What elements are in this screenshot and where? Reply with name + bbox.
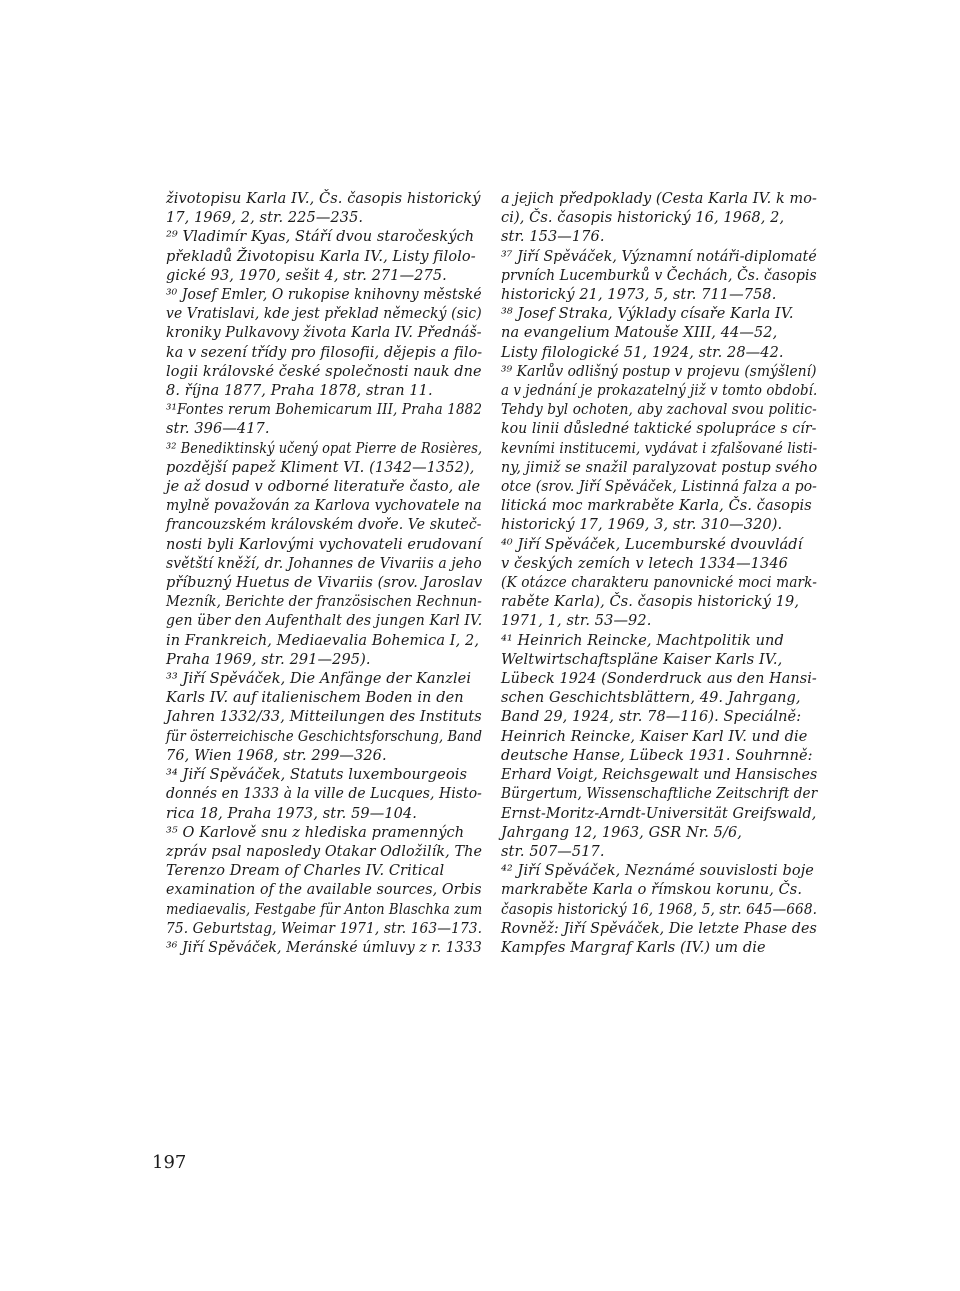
footnote-line: 76, Wien 1968, str. 299—326. bbox=[166, 747, 387, 764]
footnote-line: na evangelium Matouše XIII, 44—52, bbox=[501, 325, 778, 342]
footnote-line: mylně považován za Karlova vychovatele na bbox=[166, 498, 482, 515]
footnote-line: Karls IV. auf italienischem Boden in den bbox=[166, 690, 464, 707]
footnote-line: Listy filologické 51, 1924, str. 28—42. bbox=[501, 344, 784, 361]
footnote-line: ³¹Fontes rerum Bohemicarum III, Praha 1882 bbox=[166, 402, 483, 419]
footnote-line: Mezník, Berichte der französischen Rechnun- bbox=[166, 594, 482, 611]
footnote-line: gen über den Aufenthalt des jungen Karl IV. bbox=[166, 613, 483, 630]
footnote-line: Terenzo Dream of Charles IV. Critical bbox=[166, 863, 445, 880]
footnote-line: Ernst-Moritz-Arndt-Universität Greifswald, bbox=[501, 805, 817, 822]
footnote-line: Praha 1969, str. 291—295). bbox=[166, 651, 371, 668]
footnote-line: litická moc markraběte Karla, Čs. časopis bbox=[501, 498, 812, 515]
footnote-line: a jejich předpoklady (Cesta Karla IV. k mo- bbox=[501, 191, 817, 207]
footnote-line: Bürgertum, Wissenschaftliche Zeitschrift der bbox=[501, 786, 818, 803]
footnote-line: 17, 1969, 2, str. 225—235. bbox=[166, 210, 364, 227]
footnote-line: markraběte Karla o římskou korunu, Čs. bbox=[501, 882, 803, 899]
footnote-line: životopisu Karla IV., Čs. časopis historický bbox=[166, 191, 481, 207]
footnote-line: ⁴⁰ Jiří Spěváček, Lucemburské dvouvládí bbox=[501, 536, 803, 553]
footnote-line: deutsche Hanse, Lübeck 1931. Souhrnně: bbox=[501, 747, 813, 764]
footnote-line: (K otázce charakteru panovnické moci mark- bbox=[501, 575, 818, 592]
footnote-line: Erhard Voigt, Reichsgewalt und Hansisches bbox=[501, 767, 818, 784]
footnote-line: historický 21, 1973, 5, str. 711—758. bbox=[501, 287, 777, 304]
footnote-line: ³⁷ Jiří Spěváček, Významní notáři-diplomaté bbox=[501, 248, 817, 265]
footnote-line: Rovněž: Jiří Spěváček, Die letzte Phase des bbox=[501, 920, 817, 937]
footnote-line: světští kněží, dr. Johannes de Vivariis a jeho bbox=[166, 555, 482, 572]
footnote-line: ka v sezení třídy pro filosofii, dějepis a filo- bbox=[166, 344, 483, 361]
footnote-line: překladů Životopisu Karla IV., Listy filolo- bbox=[166, 248, 476, 265]
footnote-line: 8. října 1877, Praha 1878, stran 11. bbox=[166, 383, 433, 400]
page-number: 197 bbox=[152, 1152, 187, 1173]
footnote-line: historický 17, 1969, 3, str. 310—320). bbox=[501, 517, 783, 534]
footnote-line: Lübeck 1924 (Sonderdruck aus den Hansi- bbox=[501, 671, 817, 688]
footnote-line: str. 396—417. bbox=[166, 421, 270, 438]
footnote-line: francouzském královském dvoře. Ve skuteč- bbox=[166, 517, 482, 534]
footnote-line: Jahrgang 12, 1963, GSR Nr. 5/6, bbox=[501, 824, 743, 841]
footnote-line: donnés en 1333 à la ville de Lucques, Histo- bbox=[166, 786, 482, 803]
footnote-line: ³⁹ Karlův odlišný postup v projevu (smýšlení) bbox=[501, 363, 817, 380]
footnote-line: gické 93, 1970, sešit 4, str. 271—275. bbox=[166, 267, 447, 284]
footnote-line: raběte Karla), Čs. časopis historický 19, bbox=[501, 594, 800, 611]
footnote-line: schen Geschichtsblättern, 49. Jahrgang, bbox=[501, 690, 801, 707]
footnote-line: ³⁰ Josef Emler, O rukopise knihovny městské bbox=[166, 287, 482, 304]
footnote-line: v českých zemích v letech 1334—1346 bbox=[501, 555, 788, 572]
footnote-line: Tehdy byl ochoten, aby zachoval svou politic- bbox=[501, 402, 817, 419]
footnote-line: ⁴¹ Heinrich Reincke, Machtpolitik und bbox=[501, 632, 784, 649]
footnote-line: Band 29, 1924, str. 78—116). Speciálně: bbox=[501, 709, 802, 726]
footnote-line: ci), Čs. časopis historický 16, 1968, 2, bbox=[501, 210, 785, 227]
footnote-line: kou linii důsledné taktické spolupráce s cír- bbox=[501, 421, 817, 438]
footnote-line: ny, jimiž se snažil paralyzovat postup svého bbox=[501, 459, 818, 476]
footnote-line: kroniky Pulkavovy života Karla IV. Přednáš- bbox=[166, 325, 482, 342]
footnote-line: a v jednání je prokazatelný již v tomto období. bbox=[501, 383, 818, 400]
footnote-line: zpráv psal naposledy Otakar Odložilík, The bbox=[166, 843, 483, 860]
footnote-line: Jahren 1332/33, Mitteilungen des Instituts bbox=[166, 709, 482, 726]
footnote-line: ⁴² Jiří Spěváček, Neznámé souvislosti boje bbox=[501, 863, 814, 880]
footnotes-right-column bbox=[501, 190, 818, 958]
footnote-line: prvních Lucemburků v Čechách, Čs. časopis bbox=[501, 267, 817, 284]
footnote-line: Heinrich Reincke, Kaiser Karl IV. und die bbox=[501, 728, 808, 745]
footnote-line: rica 18, Praha 1973, str. 59—104. bbox=[166, 805, 418, 822]
footnote-line: nosti byli Karlovými vychovateli erudovaní bbox=[166, 536, 482, 553]
footnote-line: 1971, 1, str. 53—92. bbox=[501, 613, 652, 630]
footnote-line: str. 153—176. bbox=[501, 229, 605, 246]
footnote-line: Kampfes Margraf Karls (IV.) um die bbox=[501, 939, 766, 956]
footnote-line: ³³ Jiří Spěváček, Die Anfänge der Kanzlei bbox=[166, 671, 472, 688]
footnote-line: pozdější papež Kliment VI. (1342—1352), bbox=[166, 459, 475, 476]
footnote-line: logii královské české společnosti nauk dne bbox=[166, 363, 482, 380]
footnote-line: časopis historický 16, 1968, 5, str. 645—668. bbox=[501, 901, 818, 918]
footnote-line: ²⁹ Vladimír Kyas, Stáří dvou staročeských bbox=[166, 229, 475, 246]
footnotes-left-column bbox=[166, 190, 483, 958]
footnote-line: ³⁸ Josef Straka, Výklady císaře Karla IV. bbox=[501, 306, 794, 323]
footnote-line: ve Vratislavi, kde jest překlad německý (sic) bbox=[166, 306, 482, 323]
footnote-line: in Frankreich, Mediaevalia Bohemica I, 2, bbox=[166, 632, 480, 649]
footnote-line: ³⁵ O Karlově snu z hlediska pramenných bbox=[166, 824, 465, 841]
footnote-line: je až dosud v odborné literatuře často, ale bbox=[166, 479, 481, 496]
footnote-line: otce (srov. Jiří Spěváček, Listinná falza a po- bbox=[501, 479, 817, 496]
footnote-line: für österreichische Geschichtsforschung, Band bbox=[166, 728, 483, 745]
footnote-line: mediaevalis, Festgabe für Anton Blaschka zum bbox=[166, 901, 483, 918]
footnote-line: ³⁶ Jiří Spěváček, Meránské úmluvy z r. 1333 bbox=[166, 939, 482, 956]
footnote-line: Weltwirtschaftspläne Kaiser Karls IV., bbox=[501, 651, 783, 668]
footnote-line: 75. Geburtstag, Weimar 1971, str. 163—173. bbox=[166, 920, 483, 937]
footnote-line: příbuzný Huetus de Vivariis (srov. Jaroslav bbox=[166, 575, 483, 592]
footnote-line: ³⁴ Jiří Spěváček, Statuts luxembourgeois bbox=[166, 767, 468, 784]
footnote-line: ³² Benediktinský učený opat Pierre de Rosières, bbox=[166, 440, 483, 457]
footnote-line: examination of the available sources, Orbis bbox=[166, 882, 482, 899]
footnote-line: str. 507—517. bbox=[501, 843, 605, 860]
footnote-line: kevními institucemi, vydávat i zfalšované listi- bbox=[501, 440, 818, 457]
